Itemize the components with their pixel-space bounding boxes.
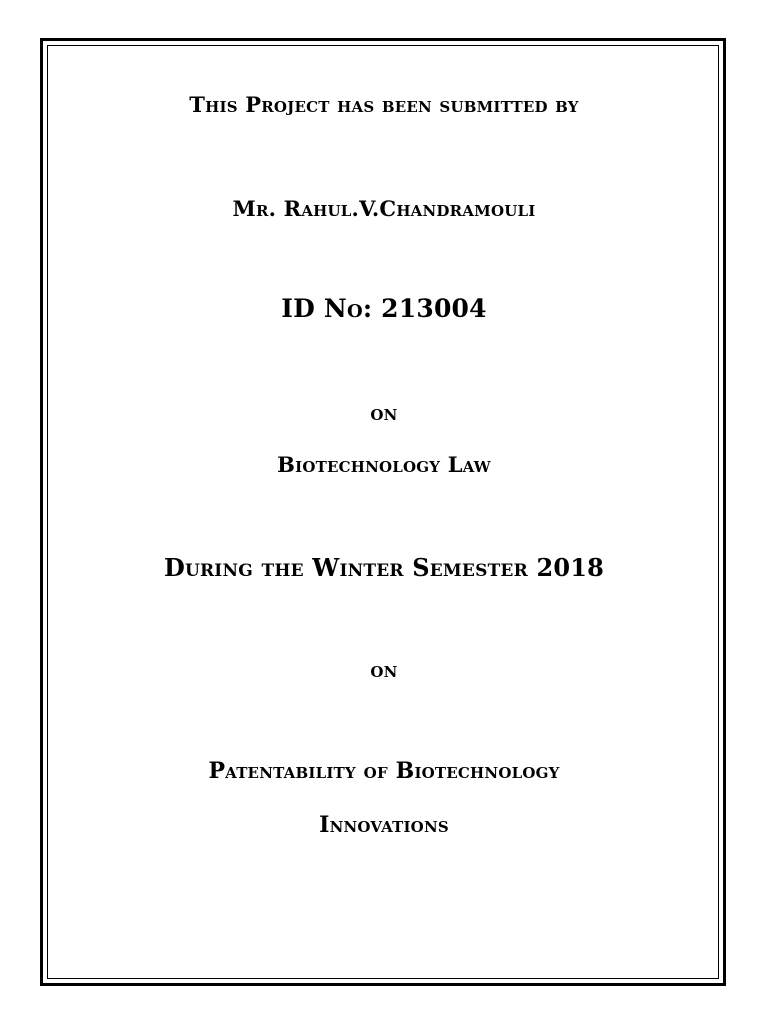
semester-line: During the Winter Semester 2018 [163, 553, 605, 582]
id-number: ID No: 213004 [281, 294, 487, 323]
on-connector-2: on [370, 657, 398, 682]
student-name: Mr. Rahul.V.Chandramouli [232, 196, 536, 221]
on-connector-1: on [370, 400, 398, 425]
course-title: Biotechnology Law [277, 452, 491, 477]
topic-title-line-1: Patentability of Biotechnology [208, 758, 560, 784]
page-border-inner [47, 45, 719, 979]
submitted-by-line: This Project has been submitted by [189, 92, 579, 117]
topic-title-line-2: Innovations [319, 812, 449, 838]
page-border [40, 38, 726, 986]
